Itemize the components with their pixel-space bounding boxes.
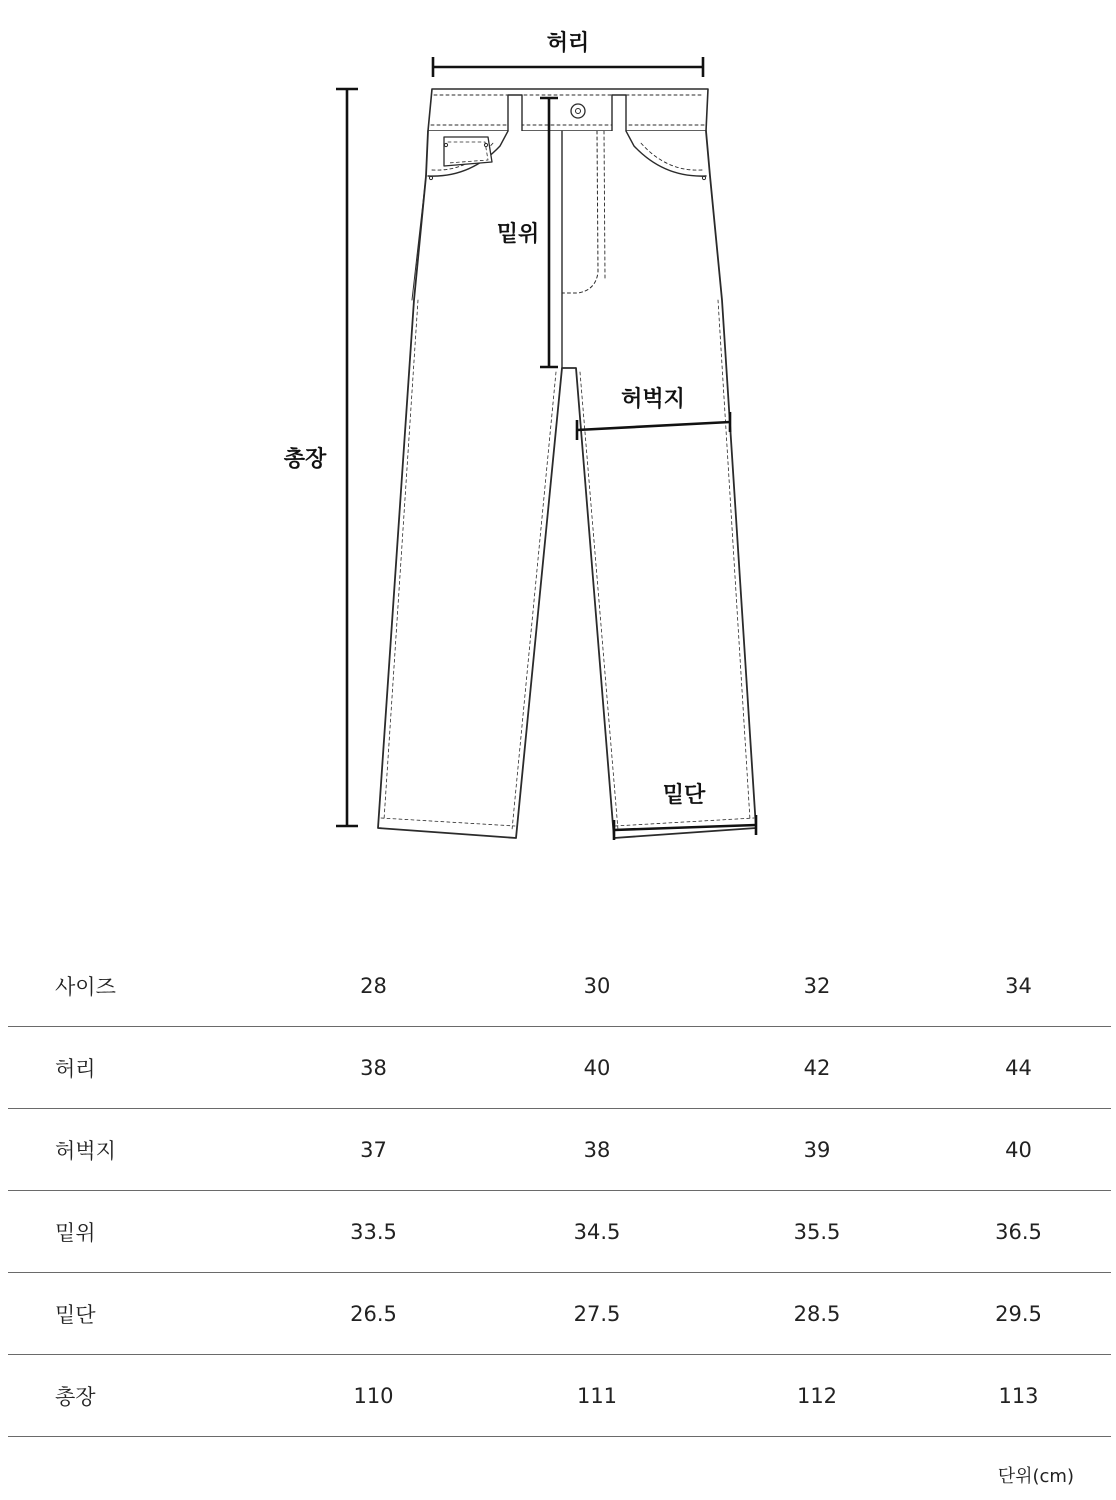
value-cell: 113: [926, 1355, 1111, 1437]
value-cell: 38: [261, 1027, 486, 1109]
row-label: 밑위: [8, 1191, 261, 1273]
table-row-rise: [8, 1191, 1111, 1273]
value-cell: 27.5: [486, 1273, 708, 1355]
value-cell: 37: [261, 1109, 486, 1191]
table-row-size: [8, 945, 1111, 1027]
size-cell: 34: [926, 945, 1111, 1027]
value-cell: 40: [486, 1027, 708, 1109]
size-cell: 32: [708, 945, 926, 1027]
value-cell: 111: [486, 1355, 708, 1437]
hem-label: 밑단: [662, 783, 706, 808]
value-cell: 110: [261, 1355, 486, 1437]
value-cell: 112: [708, 1355, 926, 1437]
thigh-label: 허벅지: [621, 387, 685, 412]
value-cell: 39: [708, 1109, 926, 1191]
size-table: [8, 945, 1111, 1437]
value-cell: 34.5: [486, 1191, 708, 1273]
value-cell: 38: [486, 1109, 708, 1191]
value-cell: 26.5: [261, 1273, 486, 1355]
size-cell: 28: [261, 945, 486, 1027]
row-label: 총장: [8, 1355, 261, 1437]
value-cell: 42: [708, 1027, 926, 1109]
rise-label: 밑위: [496, 222, 540, 247]
waist-label: 허리: [546, 31, 590, 56]
value-cell: 40: [926, 1109, 1111, 1191]
value-cell: 36.5: [926, 1191, 1111, 1273]
value-cell: 33.5: [261, 1191, 486, 1273]
value-cell: 29.5: [926, 1273, 1111, 1355]
size-cell: 30: [486, 945, 708, 1027]
row-label: 밑단: [8, 1273, 261, 1355]
table-row-thigh: [8, 1109, 1111, 1191]
row-label: 허리: [8, 1027, 261, 1109]
value-cell: 28.5: [708, 1273, 926, 1355]
table-row-hem: [8, 1273, 1111, 1355]
table-row-total-length: [8, 1355, 1111, 1437]
row-label: 허벅지: [8, 1109, 261, 1191]
total-length-label: 총장: [283, 447, 327, 472]
value-cell: 44: [926, 1027, 1111, 1109]
unit-note: 단위(cm): [997, 1466, 1074, 1487]
row-label: 사이즈: [8, 945, 261, 1027]
table-row-waist: [8, 1027, 1111, 1109]
value-cell: 35.5: [708, 1191, 926, 1273]
